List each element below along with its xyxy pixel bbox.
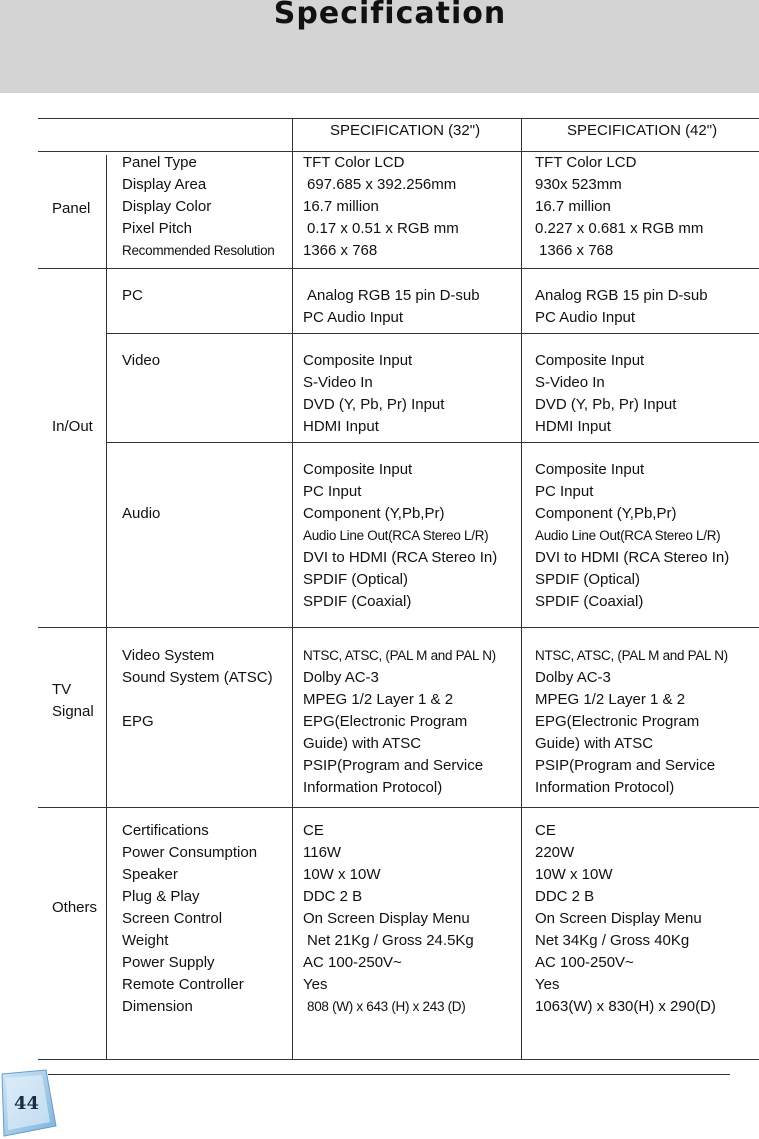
panel-values-32 bbox=[303, 152, 459, 262]
tv-value-32: Guide) with ATSC bbox=[303, 735, 422, 752]
table-top-border bbox=[38, 118, 759, 119]
panel-value-32: TFT Color LCD bbox=[303, 154, 405, 171]
video-value-42: HDMI Input bbox=[535, 418, 611, 435]
panel-value-42: 930x 523mm bbox=[535, 176, 622, 193]
audio-value-32: SPDIF (Coaxial) bbox=[303, 593, 412, 610]
pc-value-42: PC Audio Input bbox=[535, 309, 636, 326]
pc-value-32: PC Audio Input bbox=[303, 309, 404, 326]
video-value-32: HDMI Input bbox=[303, 418, 379, 435]
audio-value-42: DVI to HDMI (RCA Stereo In) bbox=[535, 549, 730, 566]
video-label-text: Video bbox=[122, 352, 161, 369]
others-value-42: Net 34Kg / Gross 40Kg bbox=[535, 932, 690, 949]
audio-value-32: SPDIF (Optical) bbox=[303, 571, 409, 588]
video-value-32: Composite Input bbox=[303, 352, 413, 369]
others-label: Dimension bbox=[122, 998, 193, 1015]
footer-rule bbox=[48, 1074, 730, 1075]
others-value-32: 116W bbox=[303, 844, 342, 861]
audio-value-42: Composite Input bbox=[535, 461, 645, 478]
page-title: Specification bbox=[273, 0, 507, 31]
video-value-42: S-Video In bbox=[535, 374, 605, 391]
pc-value-42: Analog RGB 15 pin D-sub bbox=[535, 287, 708, 304]
panel-value-32: 0.17 x 0.51 x RGB mm bbox=[307, 220, 459, 237]
tv-value-42: MPEG 1/2 Layer 1 & 2 bbox=[535, 691, 686, 708]
pc-values-42 bbox=[535, 285, 708, 329]
audio-label-text: Audio bbox=[122, 505, 161, 522]
category-inout: In/Out bbox=[52, 418, 93, 435]
column-divider-category bbox=[106, 155, 107, 1059]
pc-value-32: Analog RGB 15 pin D-sub bbox=[307, 287, 480, 304]
panel-value-32: 16.7 million bbox=[303, 198, 379, 215]
column-header-42: SPECIFICATION (42") bbox=[567, 122, 718, 139]
others-label: Power Consumption bbox=[122, 844, 258, 861]
panel-value-42: TFT Color LCD bbox=[535, 154, 637, 171]
tv-value-32: NTSC, ATSC, (PAL M and PAL N) bbox=[303, 648, 496, 663]
panel-value-42: 0.227 x 0.681 x RGB mm bbox=[535, 220, 704, 237]
tv-value-32: MPEG 1/2 Layer 1 & 2 bbox=[303, 691, 454, 708]
video-divider bbox=[107, 442, 759, 443]
video-value-32: DVD (Y, Pb, Pr) Input bbox=[303, 396, 445, 413]
tv-value-42: Information Protocol) bbox=[535, 779, 675, 796]
others-value-42: CE bbox=[535, 822, 556, 839]
tv-value-42: EPG(Electronic Program bbox=[535, 713, 700, 730]
tv-values-42 bbox=[535, 645, 728, 799]
panel-divider bbox=[38, 268, 759, 269]
video-values-42 bbox=[535, 350, 676, 438]
others-value-42: 10W x 10W bbox=[535, 866, 613, 883]
others-value-42: DDC 2 B bbox=[535, 888, 595, 905]
inout-divider bbox=[38, 627, 759, 628]
pc-label bbox=[122, 285, 143, 307]
tv-value-32: Information Protocol) bbox=[303, 779, 443, 796]
tv-divider bbox=[38, 807, 759, 808]
tv-label: EPG bbox=[122, 713, 154, 730]
panel-value-42: 1366 x 768 bbox=[539, 242, 614, 259]
audio-value-32: PC Input bbox=[303, 483, 362, 500]
tv-value-32: EPG(Electronic Program bbox=[303, 713, 468, 730]
pc-label-text: PC bbox=[122, 287, 143, 304]
table-bottom-border bbox=[38, 1059, 759, 1060]
others-value-42: 220W bbox=[535, 844, 575, 861]
tv-values-32 bbox=[303, 645, 496, 799]
others-label: Speaker bbox=[122, 866, 178, 883]
column-divider-32 bbox=[292, 118, 293, 1059]
tv-value-32: PSIP(Program and Service bbox=[303, 757, 484, 774]
tv-label: Video System bbox=[122, 647, 215, 664]
others-label: Plug & Play bbox=[122, 888, 200, 905]
page-number: 44 bbox=[14, 1093, 40, 1114]
audio-value-42: SPDIF (Coaxial) bbox=[535, 593, 644, 610]
video-value-42: Composite Input bbox=[535, 352, 645, 369]
panel-label: Panel Type bbox=[122, 154, 197, 171]
pc-divider bbox=[107, 333, 759, 334]
category-tv-line1: TV bbox=[52, 681, 72, 698]
audio-value-42: SPDIF (Optical) bbox=[535, 571, 641, 588]
others-value-42: On Screen Display Menu bbox=[535, 910, 702, 927]
others-value-32: 10W x 10W bbox=[303, 866, 381, 883]
tv-labels bbox=[122, 645, 273, 733]
category-others: Others bbox=[52, 899, 98, 916]
others-label: Certifications bbox=[122, 822, 209, 839]
audio-values-32 bbox=[303, 459, 497, 613]
audio-value-32: Audio Line Out(RCA Stereo L/R) bbox=[303, 528, 489, 543]
category-tv-line2: Signal bbox=[52, 703, 94, 720]
panel-label: Display Color bbox=[122, 198, 212, 215]
tv-label: Sound System (ATSC) bbox=[122, 669, 273, 686]
panel-value-32: 697.685 x 392.256mm bbox=[307, 176, 457, 193]
pc-values-32 bbox=[303, 285, 480, 329]
column-divider-42 bbox=[521, 118, 522, 1059]
tv-value-42: PSIP(Program and Service bbox=[535, 757, 716, 774]
panel-label: Recommended Resolution bbox=[122, 243, 275, 258]
tv-value-42: Dolby AC-3 bbox=[535, 669, 611, 686]
others-value-42: 1063(W) x 830(H) x 290(D) bbox=[535, 998, 716, 1015]
audio-value-32: Component (Y,Pb,Pr) bbox=[303, 505, 445, 522]
others-label: Remote Controller bbox=[122, 976, 244, 993]
others-values-32 bbox=[303, 820, 474, 1018]
video-value-42: DVD (Y, Pb, Pr) Input bbox=[535, 396, 677, 413]
tv-value-42: NTSC, ATSC, (PAL M and PAL N) bbox=[535, 648, 728, 663]
others-value-32: DDC 2 B bbox=[303, 888, 363, 905]
others-value-32: CE bbox=[303, 822, 324, 839]
tv-value-32: Dolby AC-3 bbox=[303, 669, 379, 686]
category-panel: Panel bbox=[52, 200, 91, 217]
others-label: Screen Control bbox=[122, 910, 223, 927]
others-value-42: AC 100-250V~ bbox=[535, 954, 634, 971]
panel-label: Pixel Pitch bbox=[122, 220, 193, 237]
audio-value-42: PC Input bbox=[535, 483, 594, 500]
others-value-32: Net 21Kg / Gross 24.5Kg bbox=[307, 932, 474, 949]
audio-label bbox=[122, 503, 160, 525]
audio-value-42: Audio Line Out(RCA Stereo L/R) bbox=[535, 528, 721, 543]
column-header-32: SPECIFICATION (32") bbox=[330, 122, 481, 139]
panel-value-32: 1366 x 768 bbox=[303, 242, 378, 259]
panel-values-42 bbox=[535, 152, 703, 262]
others-value-32: Yes bbox=[303, 976, 328, 993]
others-value-32: AC 100-250V~ bbox=[303, 954, 402, 971]
others-labels bbox=[122, 820, 257, 1018]
category-tv-signal bbox=[52, 679, 94, 723]
tv-value-42: Guide) with ATSC bbox=[535, 735, 654, 752]
audio-value-32: Composite Input bbox=[303, 461, 413, 478]
panel-label: Display Area bbox=[122, 176, 207, 193]
panel-labels bbox=[122, 152, 275, 262]
others-value-32: On Screen Display Menu bbox=[303, 910, 470, 927]
panel-value-42: 16.7 million bbox=[535, 198, 611, 215]
audio-value-32: DVI to HDMI (RCA Stereo In) bbox=[303, 549, 498, 566]
audio-values-42 bbox=[535, 459, 729, 613]
others-value-42: Yes bbox=[535, 976, 560, 993]
video-value-32: S-Video In bbox=[303, 374, 373, 391]
tv-label-spacer bbox=[122, 689, 273, 711]
audio-value-42: Component (Y,Pb,Pr) bbox=[535, 505, 677, 522]
others-values-42 bbox=[535, 820, 716, 1018]
others-value-32: 808 (W) x 643 (H) x 243 (D) bbox=[307, 999, 466, 1014]
video-label bbox=[122, 350, 160, 372]
others-label: Weight bbox=[122, 932, 169, 949]
video-values-32 bbox=[303, 350, 444, 438]
others-label: Power Supply bbox=[122, 954, 215, 971]
